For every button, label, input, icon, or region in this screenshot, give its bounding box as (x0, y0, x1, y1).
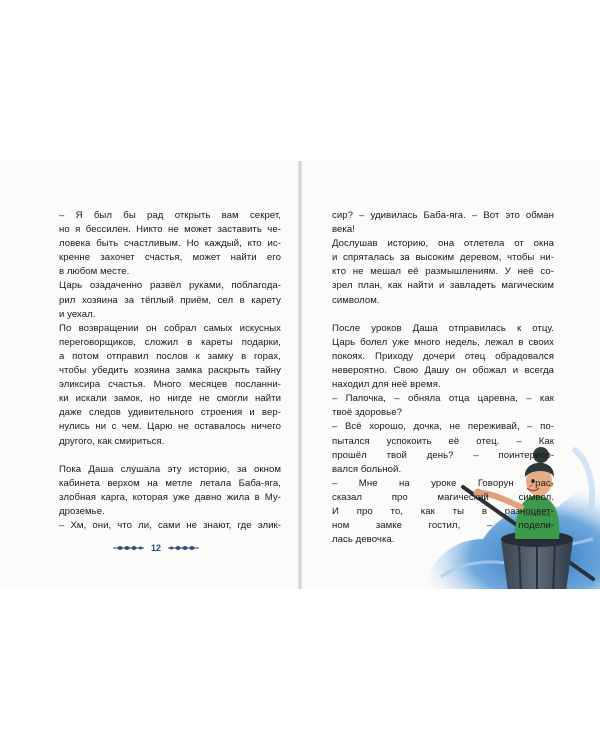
text-line: нулись ни с чем. Царю не оставалось ничего (59, 421, 281, 433)
text-line: кабинета верхом на метле летала Баба-яга, (59, 477, 281, 489)
text-line: сир? – удивилась Баба-яга. – Вот это обман (332, 210, 554, 221)
text-line: Царь озадаченно развёл руками, поблагода- (59, 280, 281, 292)
text-line: Дослушав историю, она отлетела от окна (332, 238, 554, 250)
left-page-text (59, 209, 281, 533)
text-line: переговорщиков, сложил в кареты подарки, (59, 336, 281, 348)
left-leaf-ornament-icon (111, 543, 145, 553)
text-line: – Всё хорошо, дочка, не переживай, – по- (332, 421, 554, 433)
text-line: находил для неё время. (332, 379, 441, 391)
text-line: ном замке гостил, – подели- (332, 520, 554, 532)
text-line: символом. (332, 294, 380, 306)
text-line: – Мне на уроке Говорун рас- (332, 477, 554, 489)
text-line: пытался успокоить её отец. – Как (332, 435, 554, 447)
text-line: и уехал. (59, 308, 96, 320)
text-line: кренне захочет счастья, может найти его (59, 252, 281, 264)
text-line: но я бессилен. Никто не может заставить че- (59, 224, 281, 236)
text-line: вался больной. (332, 463, 402, 475)
page-number: 12 (151, 543, 162, 553)
text-line: и спряталась за высоким деревом, чтобы ни- (332, 252, 554, 264)
left-page (0, 161, 299, 589)
text-line: После уроков Даша отправилась к отцу. (332, 322, 554, 334)
text-line: эликсира счастья. Много месяцев посланни- (59, 379, 281, 391)
text-line: другого, как смириться. (59, 435, 165, 447)
text-line: сказал про магический символ. (332, 491, 554, 503)
text-line: кто не мешал её размышлениям. У неё со- (332, 266, 554, 278)
text-line: чтобы убедить хозяина замка раскрыть тайну (59, 365, 281, 377)
text-line: злобная карга, которая уже давно жила в Му- (59, 491, 281, 503)
paragraph-gap (332, 308, 554, 322)
text-line: Пока Даша слушала эту историю, за окном (59, 463, 281, 475)
text-line: а потом отправил послов к замку в горах, (59, 350, 281, 362)
text-line: в любом месте. (59, 266, 130, 278)
text-line: рил хозяина за тёплый приём, сел в карету (59, 294, 281, 306)
text-line: По возвращении он собрал самых искусных (59, 322, 281, 334)
text-line: лась девочка. (332, 534, 395, 546)
text-line: Царь болел уже много недель, лежал в своих (332, 336, 554, 348)
text-line: твоё здоровье? (332, 407, 402, 419)
page-folio (116, 538, 196, 558)
paragraph-gap (59, 449, 281, 463)
text-line: ки искали замок, но нигде не смогли найти (59, 393, 281, 405)
right-page (301, 161, 600, 589)
right-leaf-ornament-icon (167, 543, 201, 553)
text-line: – Папочка, – обняла отца царевна, – как (332, 393, 554, 405)
text-line: невероятно. Свою Дашу он обожал и всегда (332, 365, 554, 377)
text-line: покоях. Приходу дочери отец обрадовался (332, 350, 554, 362)
text-line: И про то, как ты в разноцвет- (332, 505, 554, 517)
text-line: – Хм, они, что ли, сами не знают, где элик- (59, 520, 281, 532)
text-line: прошёл твой день? – поинтересо- (332, 449, 554, 461)
text-line: дроземье. (59, 505, 105, 517)
right-page-text (332, 209, 554, 547)
text-line: ловека быть счастливым. Но каждый, кто ис- (59, 238, 281, 250)
text-line: даже следов удивительного строения и вер- (59, 407, 281, 419)
book-spread (0, 161, 600, 589)
text-line: века! (332, 224, 355, 236)
text-line: зрел план, как найти и завладеть магическим (332, 280, 554, 292)
text-line: – Я был бы рад открыть вам секрет, (59, 210, 281, 221)
